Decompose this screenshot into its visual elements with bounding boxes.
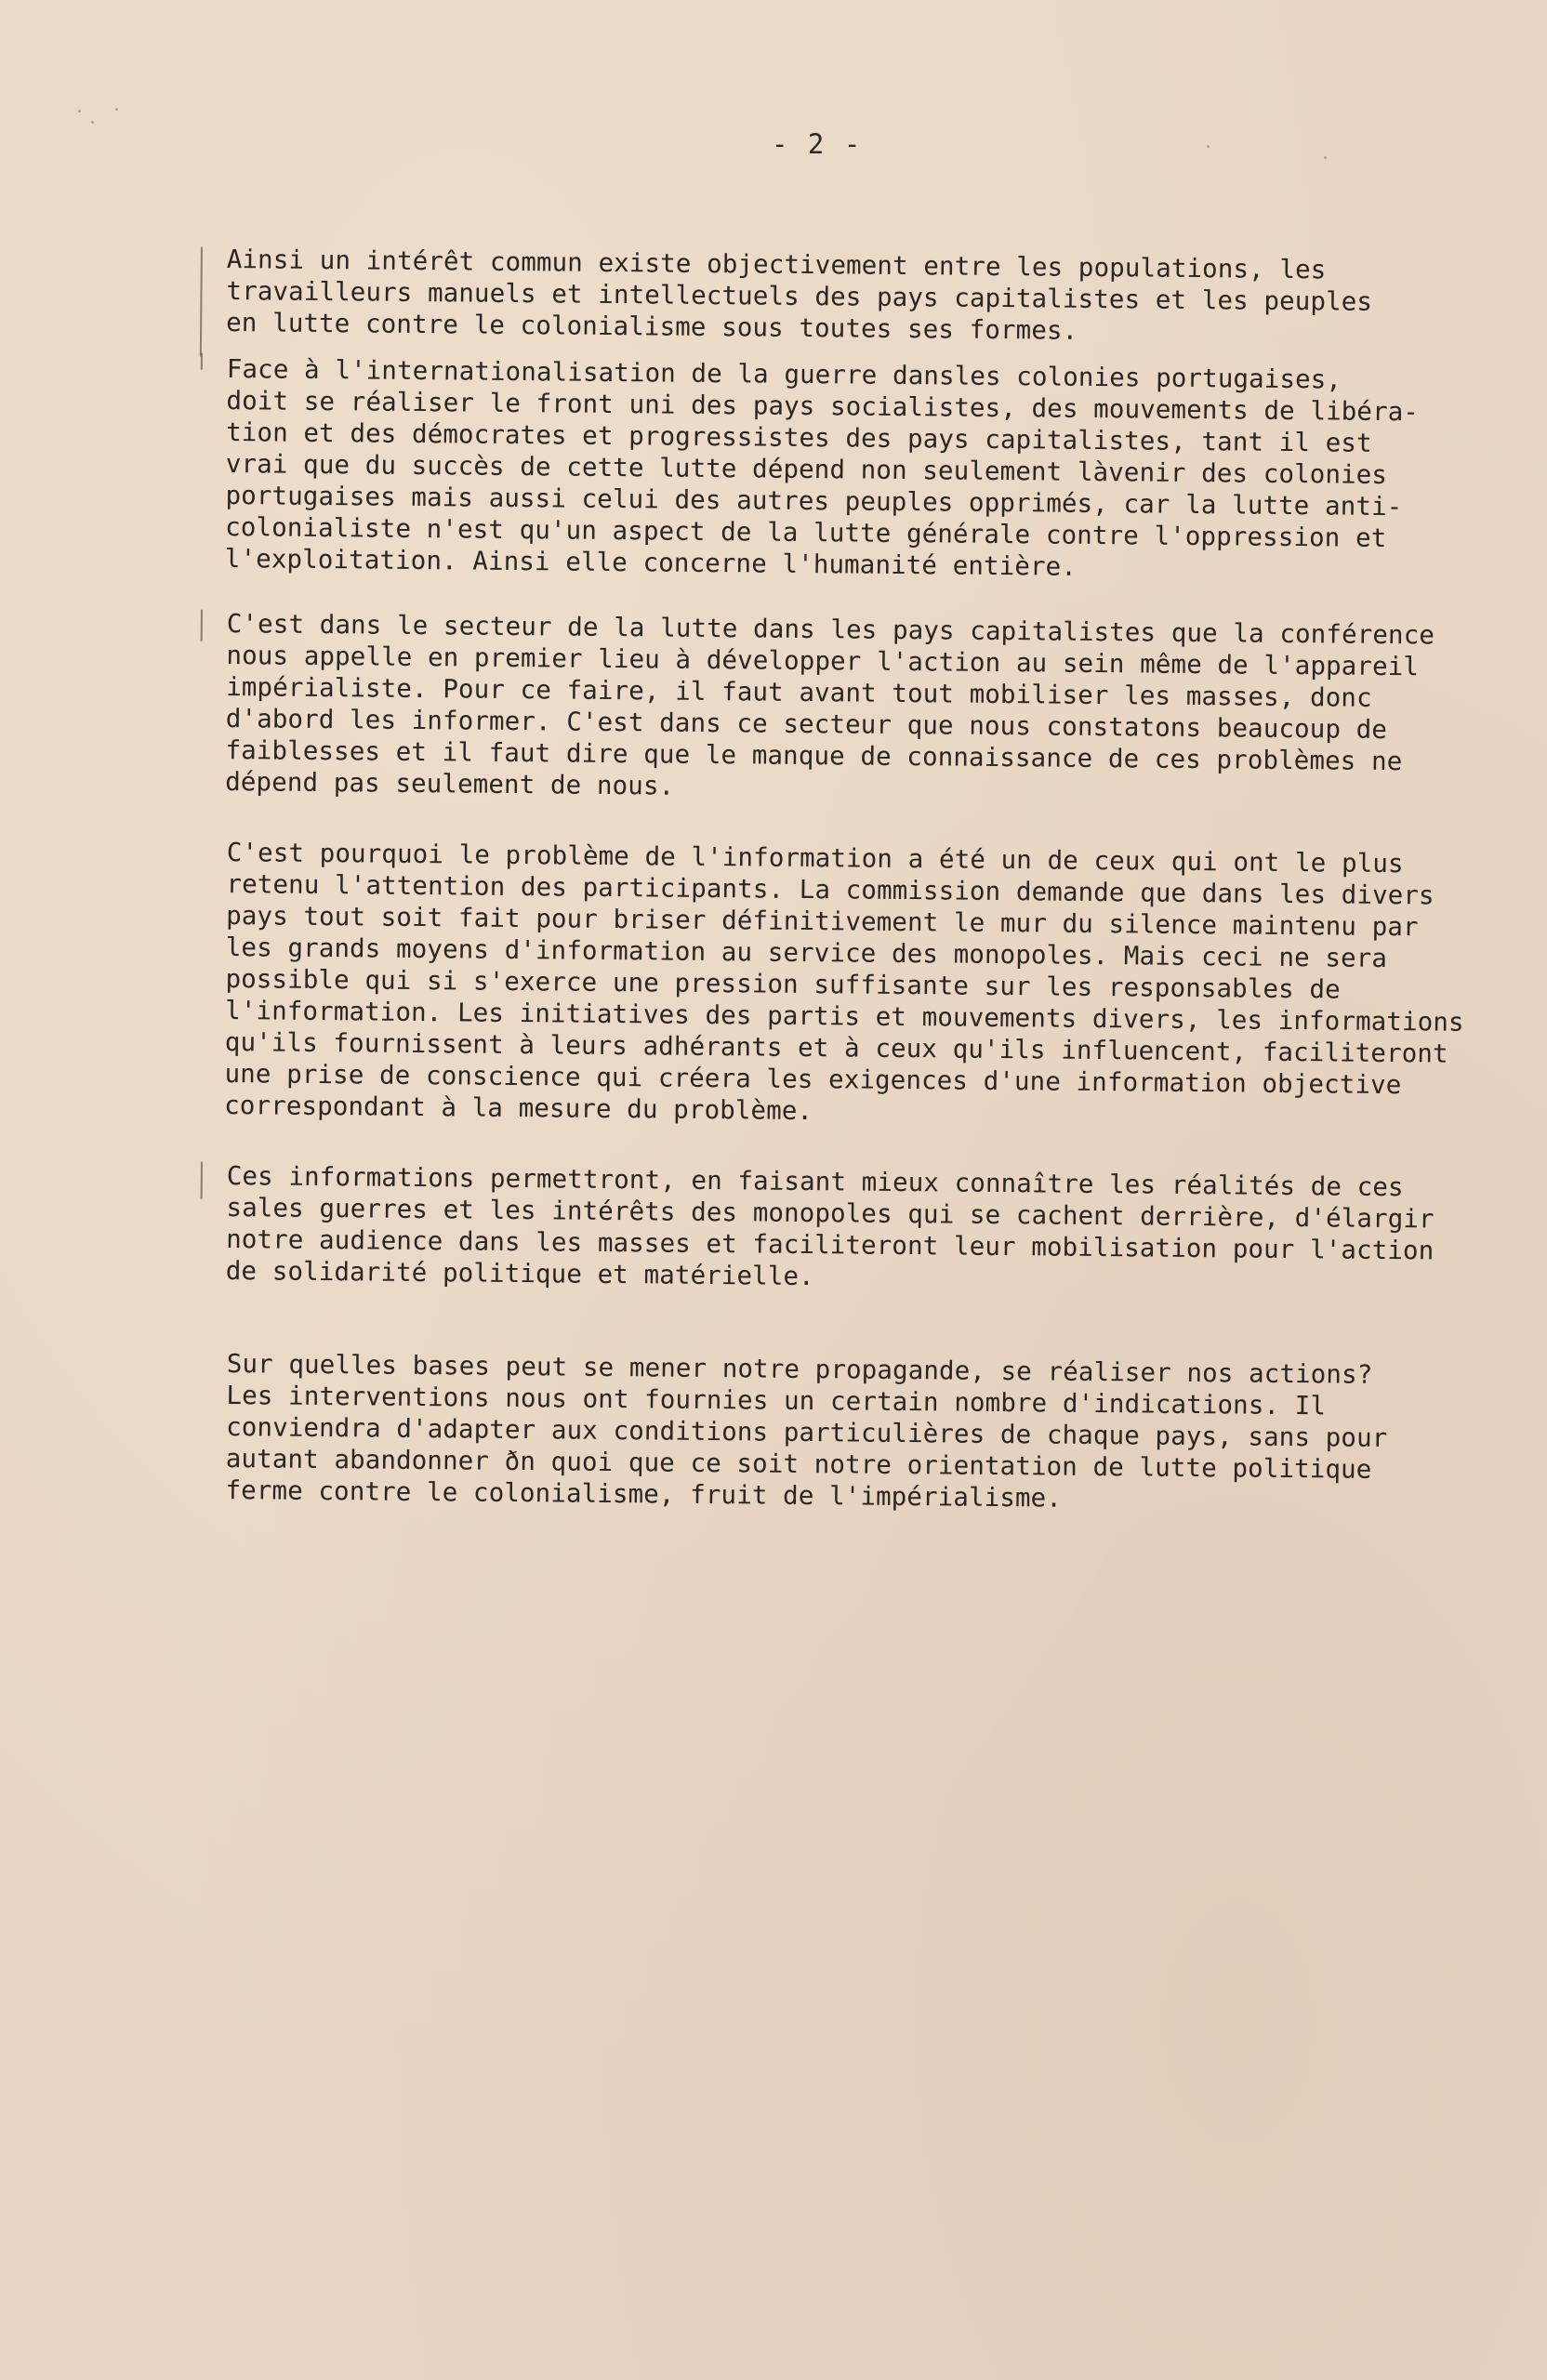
text-line: une prise de conscience qui créera les exigences d'une information objective <box>224 1058 1402 1101</box>
text-line: doit se réaliser le front uni des pays socialistes, des mouvements de libéra- <box>226 385 1420 428</box>
paragraph <box>226 1160 1519 1299</box>
text-line: possible qui si s'exerce une pression suffisante sur les responsables de <box>225 963 1341 1005</box>
text-line: notre audience dans les masses et faciliteront leur mobilisation pour l'action <box>226 1223 1435 1266</box>
paragraph <box>225 1348 1519 1518</box>
page-number: - 2 - <box>772 128 863 160</box>
text-line: conviendra d'adapter aux conditions particulières de chaque pays, sans pour <box>226 1411 1388 1453</box>
text-line: C'est pourquoi le problème de l'information a été un de ceux qui ont le plus <box>226 837 1404 879</box>
text-line: faiblesses et il faut dire que le manque de connaissance de ces problèmes ne <box>225 734 1403 777</box>
paper-speck <box>115 108 118 111</box>
paper-speck <box>91 121 94 124</box>
text-line: sales guerres et les intérêts des monopoles qui se cachent derrière, d'élargir <box>226 1192 1435 1235</box>
text-line: C'est dans le secteur de la lutte dans les pays capitalistes que la conférence <box>226 608 1435 651</box>
paper-speck <box>1207 145 1210 148</box>
paper-speck <box>78 110 81 112</box>
document-body <box>224 244 1519 1514</box>
text-line: en lutte contre le colonialisme sous toutes ses formes. <box>226 307 1078 346</box>
text-line: correspondant à la mesure du problème. <box>224 1090 813 1127</box>
text-line: autant abandonner ðn quoi que ce soit notre orientation de lutte politique <box>225 1443 1372 1485</box>
text-line: pays tout soit fait pour briser définitivement le mur du silence maintenu par <box>226 900 1419 943</box>
margin-mark <box>200 247 203 357</box>
paragraph <box>225 353 1519 587</box>
text-line: d'abord les informer. C'est dans ce secteur que nous constatons beaucoup de <box>225 703 1388 745</box>
margin-mark <box>201 610 203 641</box>
text-line: nous appelle en premier lieu à développer l'action au sein même de l'appareil <box>226 640 1420 682</box>
paper-speck <box>1324 156 1327 159</box>
text-line: qu'ils fournissent à leurs adhérants et à ceux qu'ils influencent, faciliteront <box>224 1026 1448 1069</box>
paragraph <box>226 244 1519 350</box>
text-line: impérialiste. Pour ce faire, il faut avant tout mobiliser les masses, donc <box>226 671 1372 713</box>
margin-mark <box>201 353 203 370</box>
text-line: tion et des démocrates et progressistes des pays capitalistes, tant il est <box>226 416 1372 458</box>
text-line: de solidarité politique et matérielle. <box>225 1255 814 1292</box>
text-line: retenu l'attention des participants. La commission demande que dans les divers <box>226 868 1435 911</box>
text-line: Les interventions nous ont fournies un certain nombre d'indications. Il <box>226 1380 1327 1421</box>
margin-mark <box>201 1162 203 1199</box>
text-line: dépend pas seulement de nous. <box>225 766 675 801</box>
text-line: ferme contre le colonialisme, fruit de l'impérialisme. <box>225 1474 1063 1514</box>
text-line: Face à l'internationalisation de la guerre dansles colonies portugaises, <box>226 353 1342 395</box>
text-line: portugaises mais aussi celui des autres peuples opprimés, car la lutte anti- <box>225 480 1403 522</box>
text-line: Ainsi un intérêt commun existe objectivement entre les populations, les <box>226 244 1327 285</box>
text-line: l'exploitation. Ainsi elle concerne l'humanité entière. <box>224 543 1078 582</box>
text-line: vrai que du succès de cette lutte dépend non seulement làvenir des colonies <box>225 448 1388 490</box>
text-line: Sur quelles bases peut se mener notre propagande, se réaliser nos actions? <box>226 1349 1373 1390</box>
text-line: colonialiste n'est qu'un aspect de la lutte générale contre l'oppression et <box>225 511 1387 553</box>
paragraph <box>224 837 1519 1133</box>
text-line: les grands moyens d'information au service des monopoles. Mais ceci ne sera <box>225 932 1388 973</box>
text-line: travailleurs manuels et intellectuels des pays capitalistes et les peuples <box>226 275 1373 317</box>
text-line: Ces informations permettront, en faisant mieux connaître les réalités de ces <box>226 1161 1404 1203</box>
paragraph <box>225 608 1519 810</box>
text-line: l'information. Les initiatives des partis et mouvements divers, les informations <box>225 995 1464 1038</box>
